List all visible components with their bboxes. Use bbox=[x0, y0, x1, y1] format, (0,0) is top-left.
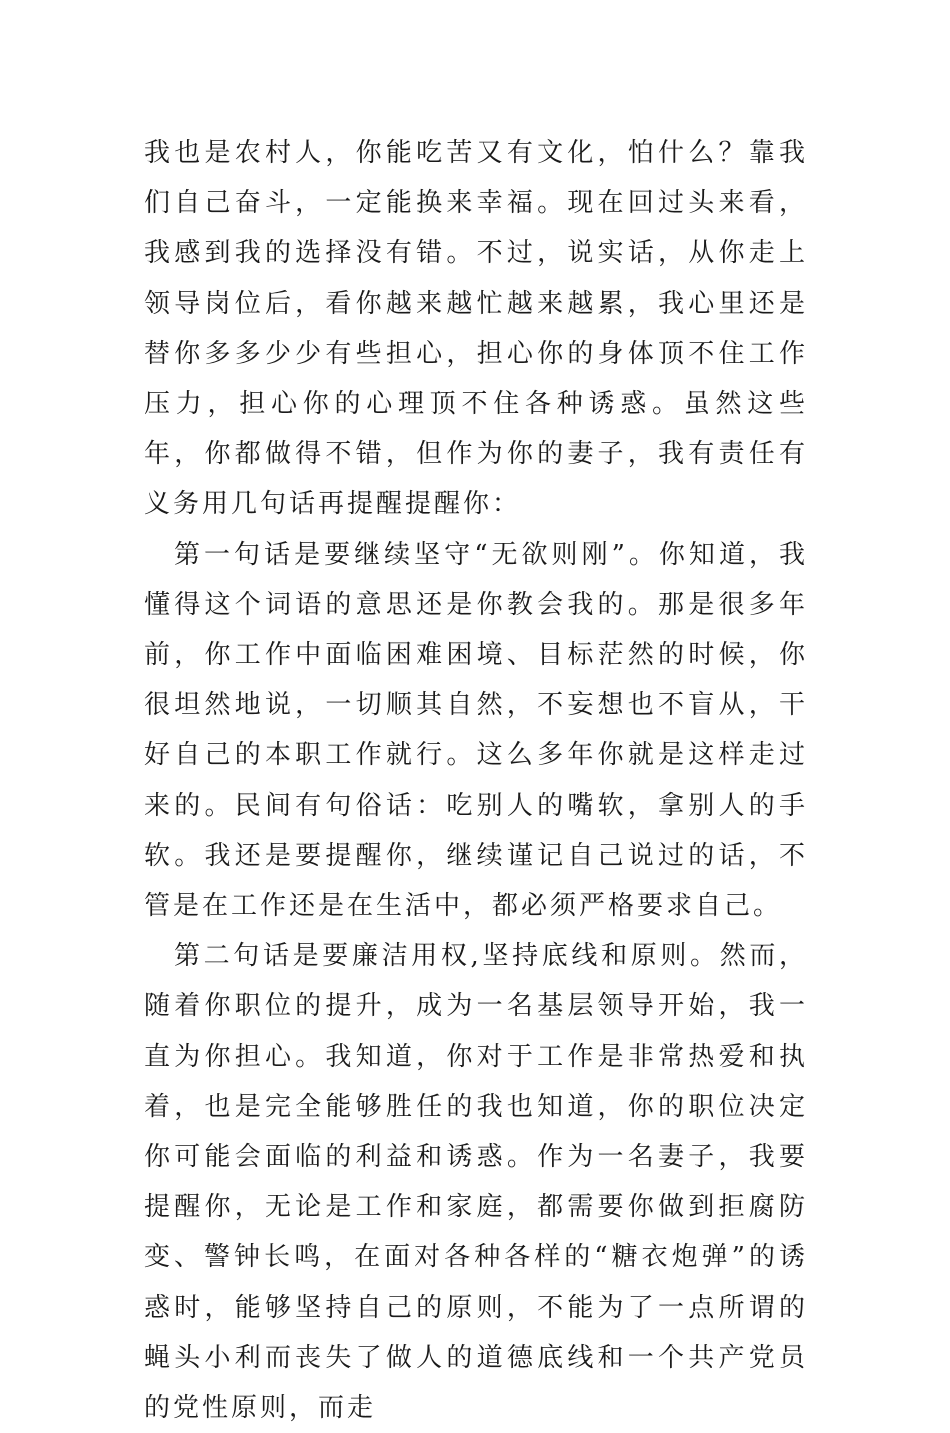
paragraph-second-point: 第二句话是要廉洁用权,坚持底线和原则。然而，随着你职位的提升，成为一名基层领导开始，我一直为你担心。我知道，你对于工作是非常热爱和执着，也是完全能够胜任的我也知道，你的职位决定你可能会面临的利益和诱惑。作为一名妻子，我要提醒你，无论是工作和家庭，都需要你做到拒腐防变、警钟长鸣，在面对各种各样的“糖衣炮弹”的诱惑时，能够坚持自己的原则，不能为了一点所谓的蝇头小利而丧失了做人的道德底线和一个共产党员的党性原则，而走 bbox=[144, 941, 808, 1424]
paragraph-continuation: 我也是农村人，你能吃苦又有文化，怕什么？靠我们自己奋斗，一定能换来幸福。现在回过头来看，我感到我的选择没有错。不过，说实话，从你走上领导岗位后，看你越来越忙越来越累，我心里还是替你多多少少有些担心，担心你的身体顶不住工作压力，担心你的心理顶不住各种诱惑。虽然这些年，你都做得不错，但作为你的妻子，我有责任有义务用几句话再提醒提醒你： bbox=[144, 138, 808, 520]
body-text bbox=[144, 128, 808, 1433]
paragraph-first-point: 第一句话是要继续坚守“无欲则刚”。你知道，我懂得这个词语的意思还是你教会我的。那是很多年前，你工作中面临困难困境、目标茫然的时候，你很坦然地说，一切顺其自然，不妄想也不盲从，干好自己的本职工作就行。这么多年你就是这样走过来的。民间有句俗话：吃别人的嘴软，拿别人的手软。我还是要提醒你，继续谨记自己说过的话，不管是在工作还是在生活中，都必须严格要求自己。 bbox=[144, 539, 808, 922]
